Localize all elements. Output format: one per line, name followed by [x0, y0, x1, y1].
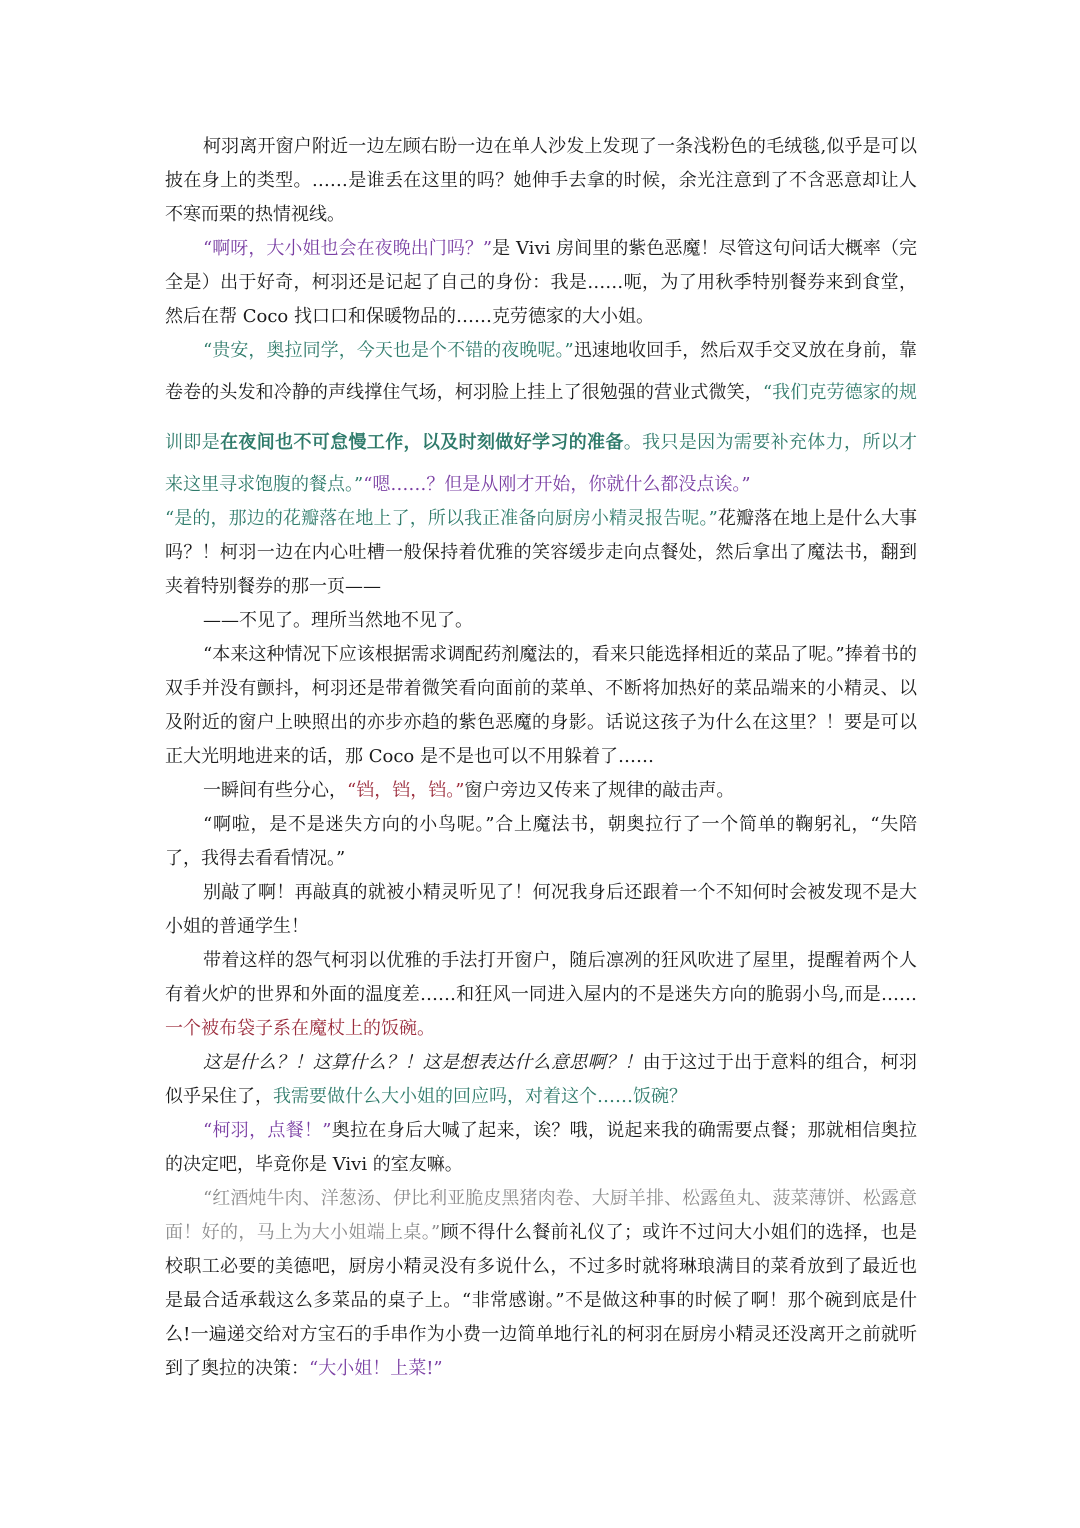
- narration: 带着这样的怨气柯羽以优雅的手法打开窗户，随后凛冽的狂风吹进了屋里，提醒着两个人有着火炉的世界和外面的温度差……和狂风一同进入屋内的不是迷失方向的脆弱小鸟,而是……: [165, 950, 917, 1005]
- document-page: [165, 130, 917, 1386]
- paragraph-4: [165, 502, 917, 604]
- paragraph-1: 柯羽离开窗户附近一边左顾右盼一边在单人沙发上发现了一条浅粉色的毛绒毯,似乎是可以披在身上的类型。……是谁丢在这里的吗？她伸手去拿的时候，余光注意到了不含恶意却让人不寒而栗的热情视线。: [165, 136, 917, 225]
- dialogue-ora-question: “嗯……？但是从刚才开始，你就什么都没点诶。”: [363, 474, 751, 495]
- narration: 迅速地收回手，然后双手交叉放在身前，靠卷卷的头发和冷静的声线撑住气场，柯羽脸上挂上了很勉强的营业式微笑，: [165, 340, 917, 403]
- dialogue-emphasis: 在夜间也不可怠慢工作，以及时刻做好学习的准备: [220, 432, 624, 453]
- paragraph-2: [165, 232, 917, 334]
- paragraph-9: 别敲了啊！再敲真的就被小精灵听见了！何况我身后还跟着一个不知何时会被发现不是大小姐的普通学生！: [165, 882, 917, 937]
- inner-thought: 这是什么？！这算什么？！这是想表达什么意思啊？！: [203, 1052, 643, 1073]
- dialogue-keyu-reply: “贵安，奥拉同学，今天也是个不错的夜晚呢。”: [203, 340, 574, 361]
- narration: 奥拉在身后大喊了起来，诶？哦，说起来我的确需要点餐；那就相信奥拉的决定吧，毕竟你是 Vivi 的室友嘛。: [165, 1120, 918, 1175]
- dialogue-keyu-family-rule: “我们克劳德家的规训即是: [165, 382, 917, 453]
- narration: 顾不得什么餐前礼仪了；或许不过问大小姐们的选择，也是校职工必要的美德吧，厨房小精灵没有多说什么，不过多时就将琳琅满目的菜肴放到了最近也是最合适承载这么多菜品的桌子上。“非常感谢。”不是做这种事的时候了啊！那个碗到底是什么!一遍递交给对方宝石的手串作为小费一边简单地行礼的柯羽在厨房小精灵还没离开之前就听到了奥拉的决策：: [165, 1222, 917, 1379]
- paragraph-6: “本来这种情况下应该根据需求调配药剂魔法的，看来只能选择相近的菜品了呢。”捧着书的双手并没有颤抖，柯羽还是带着微笑看向面前的菜单、不断将加热好的菜品端来的小精灵、以及附近的窗户上映照出的亦步亦趋的紫色恶魔的身影。话说这孩子为什么在这里？！要是可以正大光明地进来的话，那 Coco 是不是也可以不用躲着了……: [165, 644, 917, 767]
- paragraph-5: ——不见了。理所当然地不见了。: [203, 610, 473, 631]
- paragraph-13: [165, 1182, 917, 1386]
- dialogue-keyu-continue: 。我只是因为需要补充体力，所以才来这里寻求饱腹的餐点。”: [165, 432, 918, 495]
- inner-question: 我需要做什么大小姐的回应吗，对着这个……饭碗？: [273, 1086, 687, 1107]
- paragraph-12: [165, 1114, 917, 1182]
- paragraph-3: [165, 334, 917, 502]
- dialogue-ora-order: “柯羽，点餐！”: [203, 1120, 332, 1141]
- narration: 窗户旁边又传来了规律的敲击声。: [464, 780, 735, 801]
- bowl-reveal: 一个被布袋子系在魔杖上的饭碗。: [165, 1018, 435, 1039]
- dialogue-elf-menu: “红酒炖牛肉、洋葱汤、伊比利亚脆皮黑猪肉卷、大厨羊排、松露鱼丸、菠菜薄饼、松露意面！好的，马上为大小姐端上桌。”: [165, 1188, 917, 1243]
- narration: 一瞬间有些分心，: [203, 780, 347, 801]
- paragraph-11: [165, 1046, 917, 1114]
- dialogue-ora-serve: “大小姐！上菜!”: [309, 1358, 443, 1379]
- narration: 由于这过于出于意料的组合，柯羽似乎呆住了，: [165, 1052, 917, 1107]
- dialogue-ora-greeting: “啊呀，大小姐也会在夜晚出门吗？”: [203, 238, 493, 259]
- narration: 花瓣落在地上是什么大事吗？！柯羽一边在内心吐槽一般保持着优雅的笑容缓步走向点餐处，然后拿出了魔法书，翻到夹着特别餐券的那一页——: [165, 508, 917, 597]
- narration: 是 Vivi 房间里的紫色恶魔！尽管这句问话大概率（完全是）出于好奇，柯羽还是记起了自己的身份：我是……呃，为了用秋季特别餐券来到食堂，然后在帮 Coco 找口口和保暖物品的……克劳德家的大小姐。: [165, 238, 917, 327]
- paragraph-10: [165, 944, 917, 1046]
- dialogue-keyu-petals: “是的，那边的花瓣落在地上了，所以我正准备向厨房小精灵报告呢。”: [165, 508, 718, 529]
- knocking-sound: “铛，铛，铛。”: [347, 780, 465, 801]
- paragraph-7: [165, 774, 917, 808]
- paragraph-8: “啊啦，是不是迷失方向的小鸟呢。”合上魔法书，朝奥拉行了一个简单的鞠躬礼，“失陪了，我得去看看情况。”: [165, 814, 917, 869]
